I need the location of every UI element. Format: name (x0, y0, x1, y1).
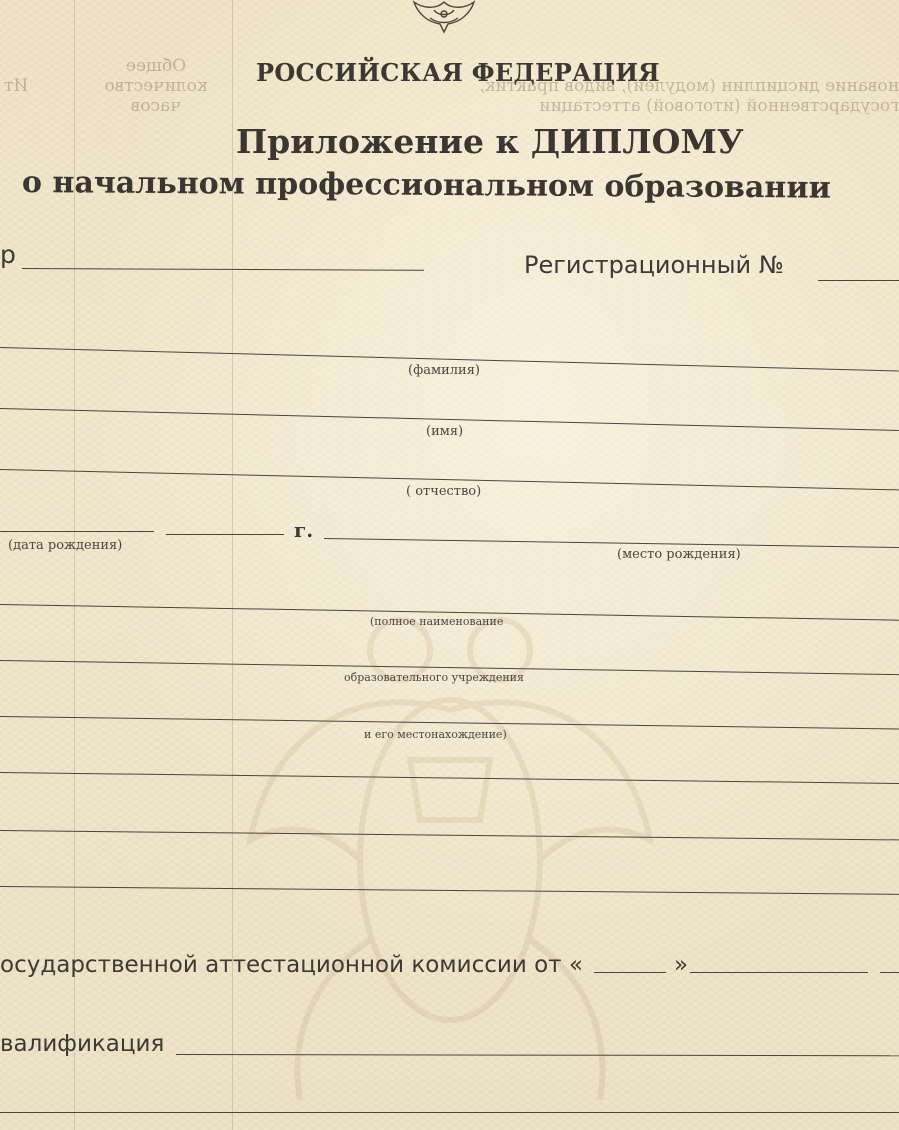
institution-caption-2: образовательного учреждения (344, 671, 524, 684)
registration-label: Регистрационный № (524, 251, 784, 279)
series-field-line (22, 268, 424, 271)
birth-date-field-line (0, 531, 154, 532)
birth-year-field-line (166, 534, 284, 535)
commission-year-field-line (880, 972, 899, 973)
ghost-text: Общее количество часов (104, 56, 208, 116)
emblem-watermark-icon (230, 560, 670, 1120)
institution-caption-3: и его местонахождение) (364, 728, 507, 741)
surname-caption: (фамилия) (408, 363, 480, 378)
blank-field-line (0, 1112, 899, 1113)
emblem-icon (410, 0, 478, 34)
commission-day-field-line (594, 972, 666, 973)
qualification-label: валификация (0, 1031, 165, 1057)
document-title: Приложение к ДИПЛОМУ (236, 122, 744, 161)
birth-place-field-line (324, 538, 899, 548)
birth-date-caption: (дата рождения) (8, 538, 123, 553)
patronymic-caption: ( отчество) (406, 484, 482, 499)
ghost-text: нование дисциплин (модулей), видов практик, государственной (итоговой) аттестации (479, 76, 899, 116)
name-caption: (имя) (426, 424, 464, 439)
series-label: р (0, 240, 16, 269)
birth-place-caption: (место рождения) (617, 547, 741, 562)
year-abbreviation: г. (294, 518, 314, 542)
institution-caption-1: (полное наименование (370, 615, 504, 628)
registration-field-line (818, 280, 899, 281)
commission-quote-close: » (674, 952, 689, 978)
commission-month-field-line (690, 972, 868, 973)
country-heading: РОССИЙСКАЯ ФЕДЕРАЦИЯ (256, 58, 660, 87)
ghost-text: Ит (4, 76, 29, 96)
document-subtitle: о начальном профессиональном образовании (21, 165, 831, 206)
commission-label: осударственной аттестационной комиссии от « (0, 952, 583, 978)
